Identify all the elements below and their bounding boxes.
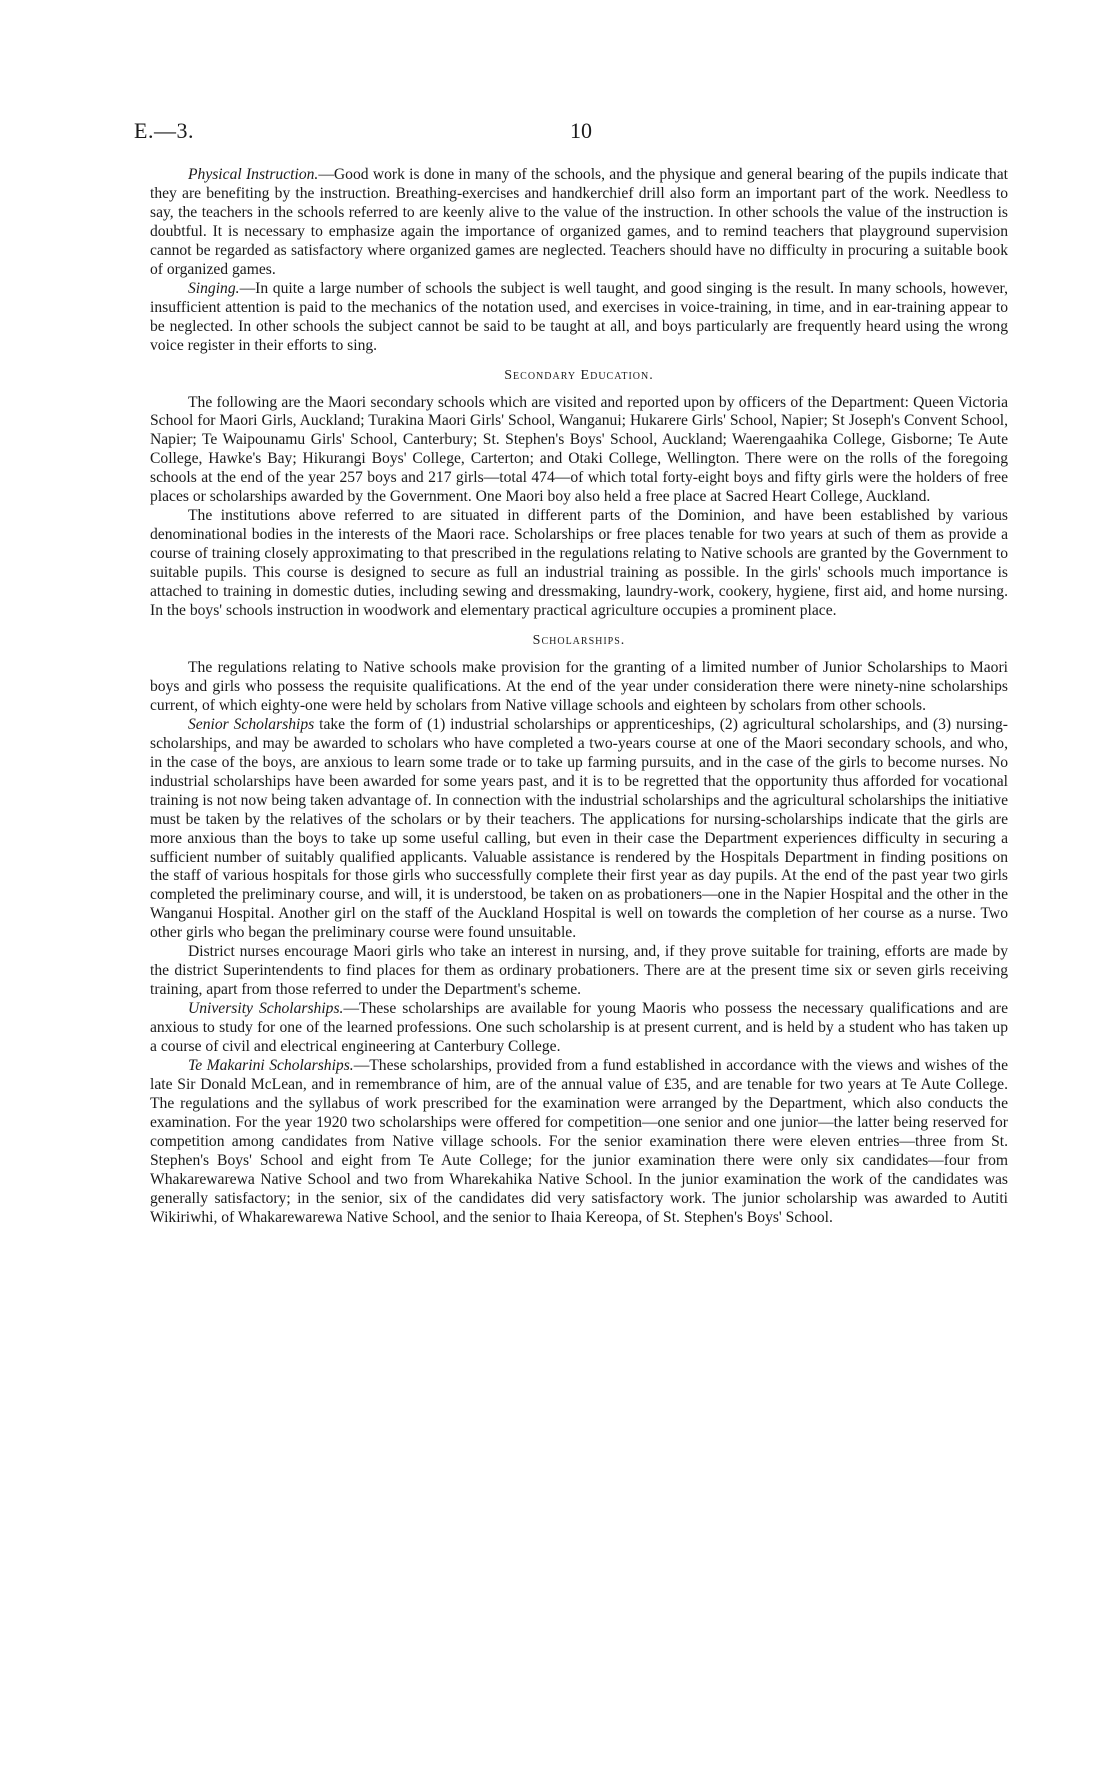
paragraph-district-nurses: District nurses encourage Maori girls who take an interest in nursing, and, if they prove suitable for training, efforts are made by the district Superintendents to find places for them as ordinary probationers. There are at the present time six or seven girls receiving training, apart from those referred to under the Department's scheme. [150, 943, 1008, 999]
document-page [134, 118, 1009, 1228]
paragraph-text: —These scholarships are available for young Maoris who possess the necessary qualifications and are anxious to study for one of the learned professions. One such scholarship is at present current, and is held by a student who has taken up a course of civil and electrical engineering at Canterbury College. [150, 1000, 1009, 1056]
section-heading-scholarships: Scholarships. [532, 632, 626, 648]
paragraph-lead: Singing. [188, 279, 240, 297]
paragraph-physical-instruction [150, 166, 1008, 280]
document-reference: E.—3. [134, 118, 194, 143]
paragraph-senior-scholarships [150, 716, 1008, 943]
paragraph-lead: University Scholarships. [188, 1000, 344, 1018]
page-number: 10 [570, 118, 592, 143]
paragraph-text: —These scholarships, provided from a fund established in accordance with the views and wishes of the late Sir Donald McLean, and in remembrance of him, are of the annual value of £35, and are tenable for two years at Te Aute College. The regulations and the syllabus of work prescribed for the examination were arranged by the Department, which also conducts the examination. For the year 1920 two scholarships were offered for competition—one senior and one junior—the latter being reserved for competition among candidates from Native village schools. For the senior examination there were eleven entries—three from St. Stephen's Boys' School and eight from Te Aute College; for the junior examination there were only six candidates—four from Whakarewarewa Native School and two from Wharekahika Native School. In the junior examination the work of the candidates was generally satisfactory; in the senior, six of the candidates did very satisfactory work. The junior scholarship was awarded to Autiti Wikiriwhi, of Whakarewarewa Native School, and the senior to Ihaia Kereopa, of St. Stephen's Boys' School. [150, 1056, 1009, 1226]
paragraph-te-makarini-scholarships [150, 1057, 1008, 1228]
paragraph-institutions: The institutions above referred to are situated in different parts of the Dominion, and have been established by various denominational bodies in the interests of the Maori race. Scholarships or free places tenable for two years at such of them as provide a course of training closely approximating to that prescribed in the regulations relating to Native schools are granted by the Government to suitable pupils. This course is designed to secure as full an industrial training as possible. In the girls' schools much importance is attached to training in domestic duties, including sewing and dressmaking, laundry-work, cookery, hygiene, first aid, and home nursing. In the boys' schools instruction in woodwork and elementary practical agriculture occupies a prominent place. [150, 507, 1008, 620]
paragraph-secondary-schools: The following are the Maori secondary schools which are visited and reported upon by officers of the Department: Queen Victoria School for Maori Girls, Auckland; Turakina Maori Girls' School, Wanganui; Hukarere Girls' School, Napier; St Joseph's Convent School, Napier; Te Waipounamu Girls' School, Canterbury; St. Stephen's Boys' School, Auckland; Waerengaahika College, Gisborne; Te Aute College, Hawke's Bay; Hikurangi Boys' College, Carterton; and Otaki College, Wellington. There were on the rolls of the foregoing schools at the end of the year 257 boys and 217 girls—total 474—of which total forty-eight boys and fifty girls were the holders of free places or scholarships awarded by the Government. One Maori boy also held a free place at Sacred Heart College, Auckland. [150, 393, 1008, 506]
paragraph-text: —Good work is done in many of the schools, and the physique and general bearing of the pupils indicate that they are benefiting by the instruction. Breathing-exercises and handkerchief drill also form an important part of the work. Needless to say, the teachers in the schools referred to are keenly alive to the value of the instruction. In other schools the value of the instruction is doubtful. It is necessary to emphasize again the importance of organized games, and to remind teachers that playground supervision cannot be regarded as satisfactory where organized games are neglected. Teachers should have no difficulty in procuring a suitable book of organized games. [150, 166, 1008, 278]
paragraph-text: —In quite a large number of schools the subject is well taught, and good singing is the result. In many schools, however, insufficient attention is paid to the mechanics of the notation used, and exercises in voice-training, in time, and in ear-training appear to be neglected. In other schools the subject cannot be said to be taught at all, and boys particularly are frequently heard using the wrong voice register in their efforts to sing. [150, 279, 1008, 354]
page-header [134, 118, 1008, 152]
paragraph-lead: Physical Instruction. [188, 166, 319, 183]
paragraph-lead: Senior Scholarships [188, 715, 315, 733]
paragraph-singing [150, 280, 1008, 356]
paragraph-university-scholarships [150, 1000, 1008, 1057]
section-heading-secondary-education: Secondary Education. [504, 367, 654, 383]
paragraph-lead: Te Makarini Scholarships. [188, 1056, 354, 1074]
paragraph-junior-scholarships: The regulations relating to Native schools make provision for the granting of a limited number of Junior Scholarships to Maori boys and girls who possess the requisite qualifications. At the end of the year under consideration there were ninety-nine scholarships current, of which eighty-one were held by scholars from Native village schools and eighteen by scholars from other schools. [150, 658, 1008, 714]
paragraph-text: take the form of (1) industrial scholarships or apprenticeships, (2) agricultural scholarships, and (3) nursing-scholarships, and may be awarded to scholars who have completed a two-years course at one of the Maori secondary schools, and who, in the case of the boys, are anxious to learn some trade or to take up farming pursuits, and in the case of the girls to become nurses. No industrial scholarships have been awarded for some years past, and it is to be regretted that the opportunity thus afforded for vocational training is not now being taken advantage of. In connection with the industrial scholarships and the agricultural scholarships the initiative must be taken by the relatives of the scholars or by their teachers. The applications for nursing-scholarships indicate that the girls are more anxious than the boys to take up some useful calling, but even in their case the Department experiences difficulty in securing a sufficient number of suitably qualified applicants. Valuable assistance is rendered by the Hospitals Department in finding positions on the staff of various hospitals for those girls who successfully complete their first year as day pupils. At the end of the past year two girls completed the preliminary course, and will, it is understood, be taken on as probationers—one in the Napier Hospital and the other in the Wanganui Hospital. Another girl on the staff of the Auckland Hospital is well on towards the completion of her course as a nurse. Two other girls who began the preliminary course were found unsuitable. [150, 715, 1008, 942]
